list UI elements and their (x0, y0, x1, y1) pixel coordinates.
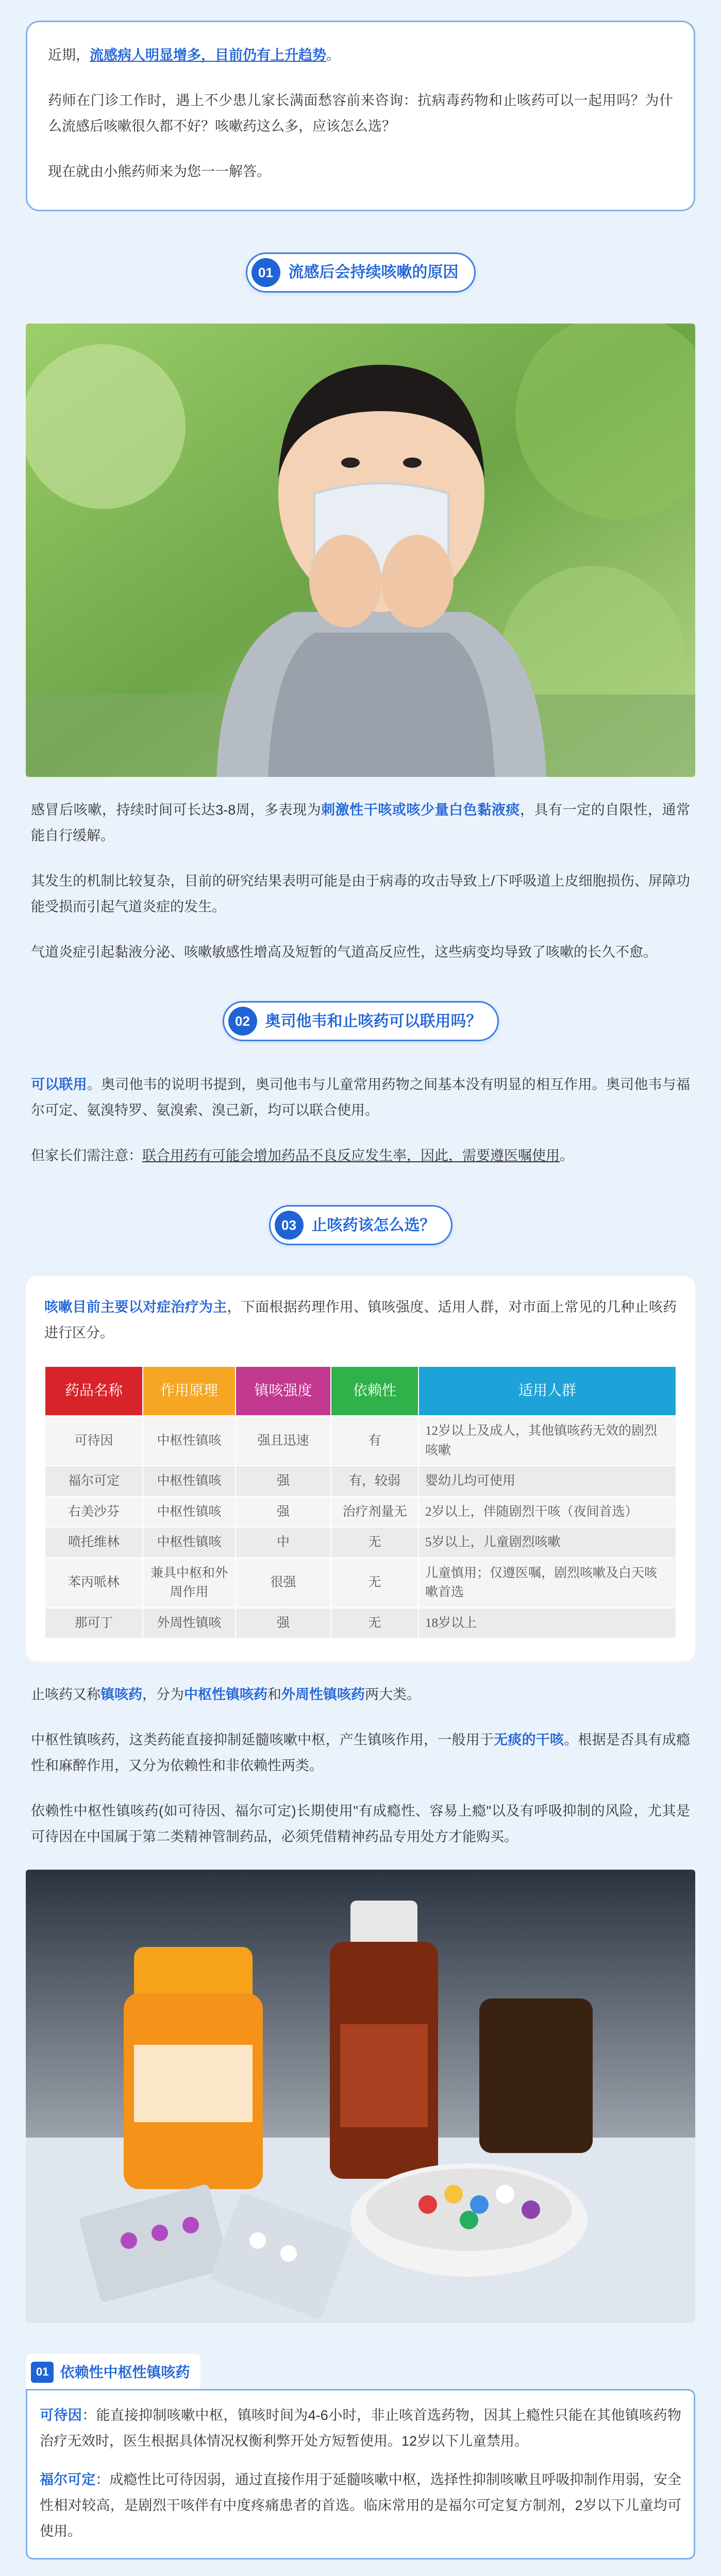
drug-name: 福尔可定 (40, 2472, 96, 2488)
table-header-cell: 镇咳强度 (236, 1366, 331, 1416)
table-header-cell: 依赖性 (331, 1366, 418, 1416)
table-row (45, 1608, 676, 1639)
drug-text: ：能直接抑制咳嗽中枢，镇咳时间为4-6小时，非止咳首选药物，因其上瘾性只能在其他镇咳药物治疗无效时，医生根据具体情况权衡利弊开处方短暂使用。12岁以下儿童禁用。 (40, 2407, 681, 2449)
table-row (45, 1416, 676, 1466)
table-cell: 那可丁 (45, 1608, 143, 1639)
table-cell: 18岁以上 (418, 1608, 676, 1639)
highlight-text: 可以联用 (31, 1077, 87, 1093)
table-cell: 无 (331, 1558, 418, 1608)
drug-text: ：成瘾性比可待因弱，通过直接作用于延髓咳嗽中枢，选择性抑制咳嗽且呼吸抑制作用弱，安全性相对较高，是剧烈干咳伴有中度疼痛患者的首选。临床常用的是福尔可定复方制剂，2岁以下儿童均可使用。 (40, 2472, 682, 2539)
table-cell: 中枢性镇咳 (143, 1527, 236, 1558)
section-03-paragraph-1: 咳嗽目前主要以对症治疗为主，下面根据药理作用、镇咳强度、适用人群，对市面上常见的几种止咳药进行区分。 (44, 1299, 677, 1341)
table-cell: 12岁以上及成人，其他镇咳药无效的剧烈咳嗽 (418, 1416, 676, 1466)
table-cell: 有，较弱 (331, 1466, 418, 1497)
table-cell: 2岁以上，伴随剧烈干咳（夜间首选） (418, 1497, 676, 1528)
table-cell: 外周性镇咳 (143, 1608, 236, 1639)
section-02-header (223, 1001, 499, 1041)
table-cell: 强 (236, 1466, 331, 1497)
table-header-cell: 作用原理 (143, 1366, 236, 1416)
table-cell: 喷托维林 (45, 1527, 143, 1558)
table-row (45, 1497, 676, 1528)
table-cell: 福尔可定 (45, 1466, 143, 1497)
intro-card (26, 21, 695, 211)
table-header-cell: 药品名称 (45, 1366, 143, 1416)
section-02-paragraph-2: 但家长们需注意：联合用药有可能会增加药品不良反应发生率，因此，需要遵医嘱使用。 (31, 1148, 574, 1164)
table-cell: 有 (331, 1416, 418, 1466)
subsection-title: 依赖性中枢性镇咳药 (60, 2364, 190, 2380)
intro-paragraph-2: 药师在门诊工作时，遇上不少患儿家长满面愁容前来咨询：抗病毒药物和止咳药可以一起用吗？为什么流感后咳嗽很久都不好？咳嗽药这么多，应该怎么选？ (48, 92, 673, 134)
table-cell: 苯丙哌林 (45, 1558, 143, 1608)
subsection-number: 01 (31, 2362, 54, 2383)
section-title: 流感后会持续咳嗽的原因 (288, 264, 459, 281)
section-01-paragraph-1: 感冒后咳嗽，持续时间可长达3-8周，多表现为刺激性干咳或咳少量白色黏液痰，具有一定的自限性，通常能自行缓解。 (31, 802, 691, 843)
section-02 (26, 1001, 695, 1169)
table-body (45, 1416, 676, 1638)
table-cell: 强 (236, 1608, 331, 1639)
table-cell: 无 (331, 1608, 418, 1639)
table-header-cell: 适用人群 (418, 1366, 676, 1416)
highlight-text: 咳嗽目前主要以对症治疗为主 (44, 1299, 227, 1315)
section-title: 奥司他韦和止咳药可以联用吗？ (265, 1012, 482, 1030)
table-cell: 中 (236, 1527, 331, 1558)
drug-name: 可待因 (40, 2407, 82, 2423)
section-01-paragraph-3: 气道炎症引起黏液分泌、咳嗽敏感性增高及短暂的气道高反应性，这些病变均导致了咳嗽的长久不愈。 (31, 944, 657, 960)
drug-description (40, 2467, 681, 2545)
section-03-panel (26, 1276, 695, 1662)
section-03-header (269, 1205, 452, 1245)
table-row (45, 1558, 676, 1608)
table-cell: 强 (236, 1497, 331, 1528)
table-cell: 无 (331, 1527, 418, 1558)
table-cell: 右美沙芬 (45, 1497, 143, 1528)
section-number: 01 (251, 258, 280, 287)
table-cell: 兼具中枢和外周作用 (143, 1558, 236, 1608)
table-row (45, 1527, 676, 1558)
drug-category-cards (26, 2344, 695, 2576)
table-row (45, 1466, 676, 1497)
section-01 (26, 252, 695, 965)
after-table-paragraph-2: 中枢性镇咳药，这类药能直接抑制延髓咳嗽中枢，产生镇咳作用，一般用于无痰的干咳。根据是否具有成瘾性和麻醉作用，又分为依赖性和非依赖性两类。 (31, 1732, 691, 1773)
intro-highlight: 流感病人明显增多，目前仍有上升趋势 (90, 47, 326, 63)
table-cell: 中枢性镇咳 (143, 1466, 236, 1497)
table-cell: 治疗剂量无 (331, 1497, 418, 1528)
table-cell: 中枢性镇咳 (143, 1497, 236, 1528)
underlined-text: 联合用药有可能会增加药品不良反应发生率，因此，需要遵医嘱使用 (142, 1148, 560, 1164)
medicine-photo (26, 1870, 695, 2323)
table-cell: 强且迅速 (236, 1416, 331, 1466)
table-cell: 5岁以上，儿童剧烈咳嗽 (418, 1527, 676, 1558)
table-cell: 可待因 (45, 1416, 143, 1466)
subsection-card (26, 2389, 695, 2560)
section-title: 止咳药该怎么选？ (311, 1216, 435, 1234)
table-cell: 儿童慎用；仅遵医嘱，剧烈咳嗽及白天咳嗽首选 (418, 1558, 676, 1608)
after-table-paragraph-3: 依赖性中枢性镇咳药(如可待因、福尔可定)长期使用"有成瘾性、容易上瘾"以及有呼吸抑制的风险，尤其是可待因在中国属于第二类精神管制药品，必须凭借精神药品专用处方才能购买。 (31, 1803, 690, 1844)
drug-description (40, 2403, 681, 2454)
table-cell: 婴幼儿均可使用 (418, 1466, 676, 1497)
highlight-text: 刺激性干咳或咳少量白色黏液痰 (321, 802, 520, 818)
child-coughing-photo (26, 324, 695, 777)
drug-comparison-table (44, 1366, 677, 1639)
after-table-paragraph-1: 止咳药又称镇咳药，分为中枢性镇咳药和外周性镇咳药两大类。 (31, 1687, 421, 1703)
table-cell: 中枢性镇咳 (143, 1416, 236, 1466)
section-number: 03 (275, 1211, 304, 1240)
section-number: 02 (228, 1007, 257, 1036)
table-cell: 很强 (236, 1558, 331, 1608)
section-01-paragraph-2: 其发生的机制比较复杂，目前的研究结果表明可能是由于病毒的攻击导致上/下呼吸道上皮细胞损伤、屏障功能受损而引起气道炎症的发生。 (31, 873, 690, 914)
subsection-header (26, 2354, 200, 2389)
section-02-paragraph-1: 可以联用。奥司他韦的说明书提到，奥司他韦与儿童常用药物之间基本没有明显的相互作用。奥司他韦与福尔可定、氨溴特罗、氨溴索、溴己新，均可以联合使用。 (31, 1077, 691, 1118)
table-header-row (45, 1366, 676, 1416)
section-03 (26, 1205, 695, 2576)
intro-paragraph-1: 近期，流感病人明显增多，目前仍有上升趋势。 (48, 47, 340, 63)
intro-paragraph-3: 现在就由小熊药师来为您一一解答。 (48, 163, 271, 179)
section-01-header (246, 252, 476, 293)
